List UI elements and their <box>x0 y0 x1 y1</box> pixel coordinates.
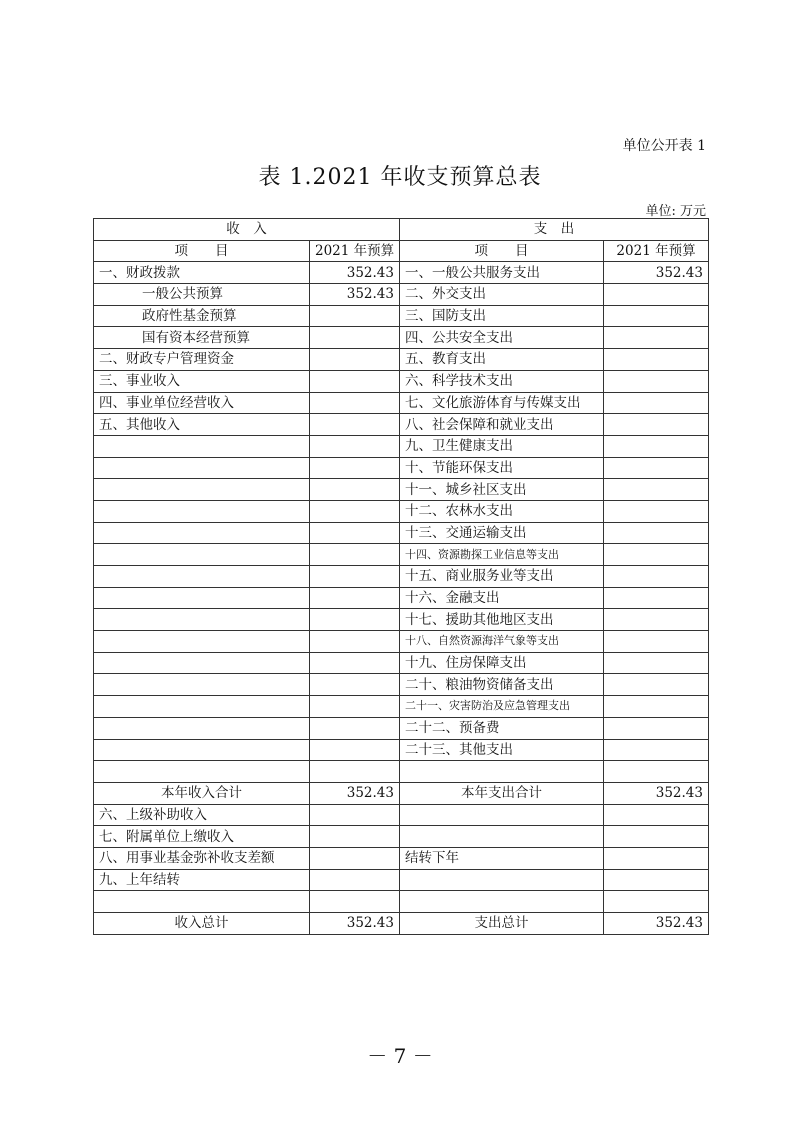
income-item-cell: 国有资本经营预算 <box>94 327 310 349</box>
expense-item-cell: 十五、商业服务业等支出 <box>400 566 604 588</box>
table-row <box>94 479 709 501</box>
income-value-cell <box>310 327 400 349</box>
expense-value-cell <box>604 479 709 501</box>
table-row <box>94 869 709 891</box>
expense-item-cell: 八、社会保障和就业支出 <box>400 414 604 436</box>
income-value-cell <box>310 761 400 783</box>
income-value-cell <box>310 414 400 436</box>
income-item-cell: 四、事业单位经营收入 <box>94 392 310 414</box>
table-row <box>94 631 709 653</box>
expense-value-cell <box>604 696 709 718</box>
income-value-cell <box>310 457 400 479</box>
expense-item-cell <box>400 869 604 891</box>
table-tag: 单位公开表 1 <box>622 138 706 154</box>
expense-item-cell <box>400 761 604 783</box>
expense-value-cell <box>604 804 709 826</box>
expense-section-header: 支 出 <box>400 219 709 241</box>
income-value-cell <box>310 696 400 718</box>
expense-value-cell <box>604 414 709 436</box>
income-value-cell <box>310 479 400 501</box>
expense-value-cell <box>604 305 709 327</box>
table-row <box>94 370 709 392</box>
table-row <box>94 891 709 913</box>
income-section-header: 收 入 <box>94 219 400 241</box>
table-row <box>94 609 709 631</box>
income-value-cell: 352.43 <box>310 262 400 284</box>
table-row <box>94 544 709 566</box>
unit-label: 单位: 万元 <box>645 204 706 219</box>
expense-item-cell: 十二、农林水支出 <box>400 500 604 522</box>
income-item-cell <box>94 631 310 653</box>
expense-item-cell <box>400 826 604 848</box>
expense-value-cell <box>604 631 709 653</box>
table-row <box>94 782 709 804</box>
expense-item-cell: 十四、资源勘探工业信息等支出 <box>400 544 604 566</box>
expense-item-cell: 七、文化旅游体育与传媒支出 <box>400 392 604 414</box>
income-item-cell <box>94 609 310 631</box>
expense-value-cell <box>604 544 709 566</box>
expense-item-cell: 四、公共安全支出 <box>400 327 604 349</box>
expense-item-cell: 十六、金融支出 <box>400 587 604 609</box>
expense-value-cell <box>604 435 709 457</box>
income-value-cell <box>310 847 400 869</box>
expense-item-cell: 支出总计 <box>400 913 604 935</box>
income-value-cell <box>310 674 400 696</box>
expense-value-cell <box>604 457 709 479</box>
income-item-cell <box>94 587 310 609</box>
expense-item-cell: 二十一、灾害防治及应急管理支出 <box>400 696 604 718</box>
income-value-cell <box>310 869 400 891</box>
expense-value-cell <box>604 739 709 761</box>
expense-value-cell: 352.43 <box>604 262 709 284</box>
income-value-cell <box>310 891 400 913</box>
income-item-cell: 一般公共预算 <box>94 284 310 306</box>
expense-value-cell <box>604 652 709 674</box>
page-title: 表 1.2021 年收支预算总表 <box>258 165 542 190</box>
table-row <box>94 652 709 674</box>
section-header-row <box>94 219 709 241</box>
income-value-cell <box>310 587 400 609</box>
expense-item-cell: 十七、援助其他地区支出 <box>400 609 604 631</box>
expense-item-cell: 十、节能环保支出 <box>400 457 604 479</box>
expense-item-cell: 五、教育支出 <box>400 349 604 371</box>
expense-budget-header: 2021 年预算 <box>604 240 709 262</box>
income-value-cell <box>310 739 400 761</box>
expense-value-cell: 352.43 <box>604 913 709 935</box>
expense-item-cell: 本年支出合计 <box>400 782 604 804</box>
table-row <box>94 435 709 457</box>
income-value-cell <box>310 826 400 848</box>
expense-value-cell <box>604 284 709 306</box>
expense-value-cell <box>604 891 709 913</box>
table-row <box>94 826 709 848</box>
expense-item-cell: 十三、交通运输支出 <box>400 522 604 544</box>
income-item-cell: 收入总计 <box>94 913 310 935</box>
income-value-cell <box>310 370 400 392</box>
expense-value-cell <box>604 566 709 588</box>
expense-item-cell: 十八、自然资源海洋气象等支出 <box>400 631 604 653</box>
table-row <box>94 847 709 869</box>
expense-item-cell: 二十、粮油物资储备支出 <box>400 674 604 696</box>
income-item-cell: 五、其他收入 <box>94 414 310 436</box>
table-row <box>94 717 709 739</box>
table-row <box>94 327 709 349</box>
income-value-cell <box>310 305 400 327</box>
income-value-cell <box>310 717 400 739</box>
income-value-cell: 352.43 <box>310 284 400 306</box>
page-number: － 7 － <box>367 1044 433 1068</box>
expense-item-cell: 结转下年 <box>400 847 604 869</box>
income-item-cell <box>94 457 310 479</box>
expense-item-cell: 三、国防支出 <box>400 305 604 327</box>
expense-value-cell <box>604 327 709 349</box>
table-row <box>94 761 709 783</box>
income-item-cell <box>94 652 310 674</box>
expense-value-cell <box>604 847 709 869</box>
income-value-cell <box>310 500 400 522</box>
income-item-cell: 七、附属单位上缴收入 <box>94 826 310 848</box>
income-value-cell: 352.43 <box>310 782 400 804</box>
table-row <box>94 284 709 306</box>
expense-item-cell <box>400 804 604 826</box>
expense-value-cell <box>604 674 709 696</box>
expense-value-cell <box>604 587 709 609</box>
table-row <box>94 262 709 284</box>
table-row <box>94 522 709 544</box>
expense-value-cell <box>604 869 709 891</box>
income-item-cell <box>94 717 310 739</box>
income-budget-header: 2021 年预算 <box>310 240 400 262</box>
income-item-cell: 八、用事业基金弥补收支差额 <box>94 847 310 869</box>
income-value-cell <box>310 435 400 457</box>
table-row <box>94 457 709 479</box>
expense-value-cell <box>604 370 709 392</box>
income-item-cell <box>94 739 310 761</box>
table-row <box>94 392 709 414</box>
income-item-cell: 九、上年结转 <box>94 869 310 891</box>
budget-table <box>93 218 709 935</box>
expense-value-cell <box>604 522 709 544</box>
table-row <box>94 739 709 761</box>
income-value-cell <box>310 349 400 371</box>
income-item-cell <box>94 891 310 913</box>
expense-value-cell <box>604 392 709 414</box>
table-row <box>94 305 709 327</box>
expense-item-cell: 一、一般公共服务支出 <box>400 262 604 284</box>
expense-value-cell <box>604 826 709 848</box>
income-item-cell: 三、事业收入 <box>94 370 310 392</box>
expense-item-cell <box>400 891 604 913</box>
income-value-cell <box>310 544 400 566</box>
income-value-cell <box>310 392 400 414</box>
expense-item-cell: 二十三、其他支出 <box>400 739 604 761</box>
income-value-cell <box>310 652 400 674</box>
income-value-cell <box>310 566 400 588</box>
expense-value-cell <box>604 761 709 783</box>
income-value-cell <box>310 631 400 653</box>
income-item-cell: 政府性基金预算 <box>94 305 310 327</box>
column-header-row <box>94 240 709 262</box>
expense-value-cell <box>604 349 709 371</box>
expense-item-cell: 十一、城乡社区支出 <box>400 479 604 501</box>
income-item-cell <box>94 522 310 544</box>
income-item-cell <box>94 435 310 457</box>
expense-value-cell <box>604 609 709 631</box>
income-item-cell <box>94 566 310 588</box>
table-row <box>94 349 709 371</box>
income-item-cell <box>94 479 310 501</box>
income-item-cell <box>94 696 310 718</box>
table-row <box>94 674 709 696</box>
income-item-cell: 本年收入合计 <box>94 782 310 804</box>
expense-item-header: 项 目 <box>400 240 604 262</box>
expense-item-cell: 十九、住房保障支出 <box>400 652 604 674</box>
income-item-cell: 六、上级补助收入 <box>94 804 310 826</box>
expense-value-cell: 352.43 <box>604 782 709 804</box>
table-row <box>94 913 709 935</box>
income-item-cell <box>94 761 310 783</box>
expense-item-cell: 二十二、预备费 <box>400 717 604 739</box>
income-item-header: 项 目 <box>94 240 310 262</box>
income-item-cell <box>94 500 310 522</box>
income-value-cell <box>310 804 400 826</box>
income-value-cell <box>310 609 400 631</box>
expense-value-cell <box>604 500 709 522</box>
table-row <box>94 566 709 588</box>
income-value-cell: 352.43 <box>310 913 400 935</box>
expense-item-cell: 九、卫生健康支出 <box>400 435 604 457</box>
table-row <box>94 500 709 522</box>
table-row <box>94 804 709 826</box>
table-row <box>94 414 709 436</box>
income-item-cell <box>94 674 310 696</box>
income-item-cell: 一、财政拨款 <box>94 262 310 284</box>
income-value-cell <box>310 522 400 544</box>
expense-item-cell: 六、科学技术支出 <box>400 370 604 392</box>
expense-item-cell: 二、外交支出 <box>400 284 604 306</box>
income-item-cell: 二、财政专户管理资金 <box>94 349 310 371</box>
income-item-cell <box>94 544 310 566</box>
table-row <box>94 587 709 609</box>
expense-value-cell <box>604 717 709 739</box>
table-row <box>94 696 709 718</box>
